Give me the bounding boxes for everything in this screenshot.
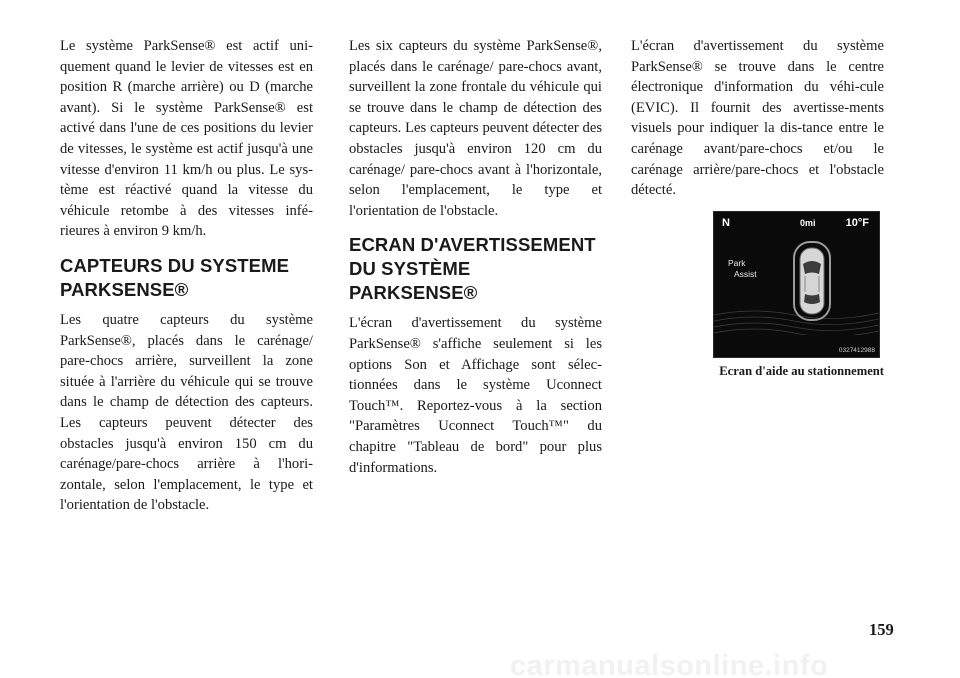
outside-temperature: 10°F xyxy=(845,216,869,229)
paragraph-evic: L'écran d'avertissement du système ParkSense® se trouve dans le centre électronique d'information du véhi-cule (EVIC). Il fournit des avertisse-ments visuels pour indiquer la dis-tance entre le carénage avant/pare-chocs et/ou le carénage arrière/pare-chocs et l'obstacle détecté. xyxy=(631,38,884,199)
trip-distance: 0mi xyxy=(800,217,816,228)
figure-code: 0327412988 xyxy=(838,346,875,354)
column-right xyxy=(631,36,884,379)
watermark: carmanualsonline.info xyxy=(510,650,829,678)
paragraph-parksense-activation: Le système ParkSense® est actif uni-quement quand le levier de vitesses est en position R (marche arrière) ou D (marche avant). Si le système ParkSense® est activé dans l'une de ces positions du levier de vitesses, le système est actif jusqu'à une vitesse d'environ 11 km/h ou plus. Le sys-tème est réactivé quand la vitesse du véhicule retombe à des vitesses infé-rieures à environ 9 km/h. xyxy=(60,38,313,240)
dashboard-pattern xyxy=(714,305,879,335)
column-left xyxy=(60,36,313,516)
figure-caption: Ecran d'aide au stationnement xyxy=(719,363,884,378)
compass-heading: N xyxy=(722,216,730,229)
paragraph-warning-display: L'écran d'avertissement du système ParkSense® s'affiche seulement si les options Son et Affichage sont sélec-tionnées dans le système Uconnect Touch™. Reportez-vous à la section "Paramètres Uconnect Touch™" du chapitre "Tableau de bord" pour plus d'informations. xyxy=(349,315,602,476)
page-number: 159 xyxy=(869,620,894,639)
column-middle xyxy=(349,36,602,478)
paragraph-front-sensors: Les six capteurs du système ParkSense®, placés dans le carénage/ pare-chocs avant, surveillent la zone frontale du véhicule qui se trouve dans le champ de détection des capteurs. Les capteurs peuvent détecter des obstacles jusqu'à environ 120 cm du carénage/ pare-chocs avant à l'horizontale, selon l'emplacement, le type et l'orientation de l'obstacle. xyxy=(349,38,602,219)
park-assist-screen-figure xyxy=(713,211,880,358)
park-assist-label: Park Assist xyxy=(728,257,757,279)
screen-status-bar xyxy=(714,212,879,234)
paragraph-rear-sensors: Les quatre capteurs du système ParkSense®, placés dans le carénage/ pare-chocs arrière, surveillent la zone située à l'arrière du véhicule qui se trouve dans le champ de détection des capteurs. Les capteurs peuvent détecter des obstacles jusqu'à environ 150 cm du carénage/pare-chocs arrière à l'hori-zontale, selon l'emplacement, le type et l'orientation de l'obstacle. xyxy=(60,311,313,514)
heading-rear-sensors: CAPTEURS DU SYSTEME PARKSENSE® xyxy=(60,254,290,300)
heading-warning-display: ECRAN D'AVERTISSEMENT DU SYSTÈME PARKSENSE® xyxy=(349,234,596,304)
